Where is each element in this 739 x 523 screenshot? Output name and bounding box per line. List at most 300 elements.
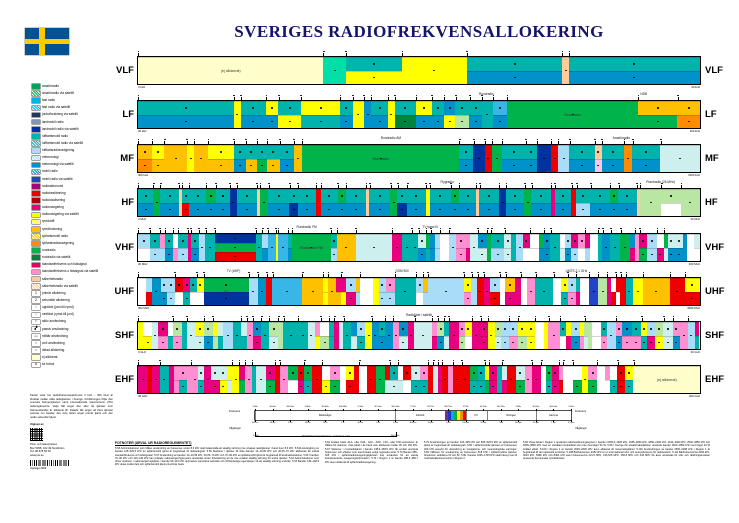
band-segment-part: [397, 203, 407, 217]
cell-dot: [349, 386, 351, 388]
segment-label: (ej allokerat): [220, 68, 241, 73]
spectrum-region-label: Röntgen: [506, 414, 516, 417]
cell-dot: [512, 342, 514, 344]
cell-dot: [675, 342, 677, 344]
band-segment-part: [661, 203, 681, 217]
tick: [577, 185, 578, 189]
band-segment-part: [535, 278, 553, 305]
tick-label-mark: [266, 272, 268, 274]
tick-label-mark: [164, 139, 166, 141]
cell-dot: [293, 209, 295, 211]
legend-item-label: rymdforskning: [42, 226, 63, 231]
cell-dot: [190, 335, 192, 337]
band-segment-part: [478, 380, 485, 394]
cell-dot: [605, 247, 607, 249]
tick: [555, 185, 556, 189]
cell-dot: [564, 284, 566, 286]
cell-dot: [548, 386, 550, 388]
wavelength-tick-label: 0,1 pm: [567, 422, 575, 424]
tick: [438, 362, 439, 366]
band-segment-part: [399, 322, 407, 336]
band-label-left: LF: [122, 109, 134, 120]
band-segment-part: [269, 322, 278, 336]
frequency-axis-label-right: Frekvens: [575, 410, 587, 413]
band-segment: [618, 189, 636, 216]
band-segment: [674, 234, 683, 261]
wavelength-tick-label: 1 cm: [375, 422, 381, 424]
tick-label-mark: [677, 95, 679, 97]
tick: [138, 274, 139, 278]
cell-dot: [453, 335, 455, 337]
band-segment-part: [453, 366, 461, 393]
cell-dot: [456, 379, 458, 381]
band-segment: [190, 278, 197, 305]
cell-dot: [350, 284, 352, 286]
tick-label-mark: [525, 139, 527, 141]
band-segment-part: [138, 57, 323, 84]
band-segment: [138, 57, 323, 84]
tick: [525, 185, 526, 189]
cell-dot: [465, 151, 467, 153]
band-segment-part: [165, 248, 173, 262]
tick-label-mark: [477, 272, 479, 274]
tick-label-mark: [186, 139, 188, 141]
band-segment-part: [215, 243, 256, 252]
band-segment-part: [234, 159, 246, 173]
cell-dot: [406, 372, 408, 374]
cell-dot: [350, 298, 352, 300]
wavelength-axis-label-left: Våglängd: [229, 427, 241, 430]
tick-label-mark: [186, 316, 188, 318]
cell-dot: [235, 379, 237, 381]
band-segment-part: [346, 203, 366, 217]
cell-dot: [222, 195, 224, 197]
tick-label-mark: [620, 272, 622, 274]
cell-dot: [414, 247, 416, 249]
band-segment-part: [395, 278, 416, 305]
tick-label-mark: [371, 316, 373, 318]
tick: [275, 362, 276, 366]
tick-label-mark: [278, 95, 280, 97]
tick: [402, 53, 403, 57]
tick: [502, 362, 503, 366]
tick: [237, 185, 238, 189]
tick: [505, 230, 506, 234]
band-segment-part: [610, 366, 617, 380]
tick: [440, 230, 441, 234]
cell-dot: [289, 121, 291, 123]
band-segment-part: [304, 380, 312, 394]
band-segment-part: [321, 203, 338, 217]
band-segment-part: [312, 366, 322, 393]
band-segment-part: [328, 278, 336, 305]
band-segment: [399, 322, 407, 349]
band-segment: [204, 322, 213, 349]
band-segment: [694, 234, 700, 261]
footnotes-text-3: 5.79 Användningen av banden 415–495 kHz och 505–526,5 kHz av sjöfartsmobil tjänst är begränsad till radiotelegrafi. 5.82 I sjöfartsmobila tjänsten är frekvensen 490 kHz avsedd för utsändning av navigations- och meteorologiska varningar. 5.84 Villkoren för användning av frekvensen 518 kHz i sjöfartsmobila tjänsten föreskrivs i artiklarna 31 och 52. 5.90 I bandet 1605–1705 kHz skall hänsyn tas till rundradiotjänstens behov i Region 2.: [424, 441, 517, 461]
band-segment: [610, 366, 617, 393]
tick: [643, 274, 644, 278]
legend-item-label: luftfartsmobil radio via satellit: [42, 140, 83, 145]
tick: [554, 274, 555, 278]
band-segment: [622, 322, 632, 349]
cell-dot: [525, 240, 527, 242]
legend-item-label: upplänk (jord-till-rymd): [42, 305, 74, 310]
footnotes-column-4: [523, 441, 710, 461]
tick-label-mark: [502, 360, 504, 362]
tick-label-mark: [416, 272, 418, 274]
tick-label-mark: [471, 272, 473, 274]
band-segment: [467, 57, 563, 84]
band-segment: [501, 322, 509, 349]
cell-dot: [252, 121, 254, 123]
legend-symbol-swatch: 1: [32, 291, 40, 296]
tick-label-mark: [298, 316, 300, 318]
band-segment: [160, 189, 178, 216]
band-segment-part: [321, 189, 338, 203]
publisher-name: Post- och telestyrelsen: [30, 443, 58, 447]
band-segment-part: [158, 322, 167, 336]
band-segment: [340, 101, 352, 128]
wavelength-axis-label-right: Våglängd: [575, 427, 587, 430]
band-segment-part: [688, 322, 696, 349]
tick-label-mark: [618, 183, 620, 185]
legend-item-label: mobil radio via satellit: [42, 176, 73, 181]
tick: [518, 318, 519, 322]
tick: [346, 185, 347, 189]
cell-dot: [454, 209, 456, 211]
cell-dot: [488, 195, 490, 197]
band-segment-part: [371, 115, 388, 129]
bracket-end-label: 300 GHz: [390, 435, 400, 437]
band-segment: [607, 322, 616, 349]
band-segment-part: [138, 189, 153, 203]
band-segment: [569, 145, 594, 172]
tick: [385, 318, 386, 322]
band-segment-part: [230, 189, 237, 216]
band-segment-part: [573, 380, 583, 394]
band-segment-part: [215, 234, 256, 243]
tick: [179, 185, 180, 189]
tick: [160, 362, 161, 366]
band-segment-part: [337, 234, 356, 261]
cell-dot: [307, 386, 309, 388]
legend-symbol-swatch: •: [32, 348, 40, 353]
tick: [187, 318, 188, 322]
band-segment-part: [376, 366, 386, 393]
band-segment-part: [516, 366, 526, 380]
legend-symbol-swatch: ▞: [32, 327, 40, 332]
segment-label: Rundradio FM: [299, 245, 323, 250]
tick: [334, 318, 335, 322]
band-segment-part: [260, 189, 268, 216]
band-segment: [160, 366, 169, 393]
band-segment: [278, 234, 288, 261]
tick: [451, 185, 452, 189]
cell-dot: [157, 151, 159, 153]
segment-label: Rundradio: [372, 156, 390, 161]
tick: [499, 185, 500, 189]
cell-dot: [236, 114, 238, 116]
cell-dot: [592, 372, 594, 374]
band-segment-part: [576, 203, 590, 217]
tick-label-mark: [444, 95, 446, 97]
legend-symbol-swatch: #: [32, 363, 40, 368]
tick-label-mark: [248, 272, 250, 274]
band-segment-part: [632, 145, 660, 159]
cell-dot: [675, 328, 677, 330]
band-segment-part: [395, 115, 416, 129]
cell-dot: [480, 386, 482, 388]
band-segment-part: [680, 322, 688, 349]
tick-label-mark: [138, 316, 140, 318]
band-segment-part: [502, 145, 526, 159]
band-segment-part: [632, 322, 641, 336]
segment-label: Rundradio: [564, 112, 581, 117]
band-segment: [199, 234, 206, 261]
band-segment-part: [302, 145, 459, 172]
issued-by-label: Utgiven av: [30, 423, 44, 427]
band-start-frequency: 30 MHz: [138, 262, 148, 266]
tick-label-mark: [275, 360, 277, 362]
band-segment: [386, 278, 395, 305]
tick-label-mark: [479, 183, 481, 185]
band-segment-part: [516, 380, 526, 394]
band-segment-part: [444, 101, 455, 115]
tick-label-mark: [438, 360, 440, 362]
cell-dot: [530, 291, 532, 293]
tick-label-mark: [502, 139, 504, 141]
band-segment-part: [625, 380, 633, 394]
tick-label-mark: [153, 183, 155, 185]
tick-label-mark: [392, 228, 394, 230]
cell-dot: [163, 284, 165, 286]
cell-dot: [207, 342, 209, 344]
band-segment-part: [289, 203, 297, 217]
band-segment-part: [359, 366, 367, 393]
tick-label-mark: [268, 183, 270, 185]
band-segment-part: [194, 145, 208, 172]
tick-label-mark: [597, 360, 599, 362]
cell-dot: [592, 386, 594, 388]
cell-dot: [182, 386, 184, 388]
cell-dot: [194, 379, 196, 381]
cell-dot: [574, 240, 576, 242]
tick-label-mark: [329, 316, 331, 318]
cell-dot: [402, 328, 404, 330]
tick-label-mark: [262, 228, 264, 230]
cell-dot: [464, 379, 466, 381]
band-segment: [280, 366, 288, 393]
band-segment-part: [249, 278, 258, 305]
cell-dot: [461, 342, 463, 344]
wavelength-tick-label: 1 pm: [551, 422, 556, 424]
frequency-tick-label: 30 MHz: [321, 406, 329, 408]
cell-dot: [530, 151, 532, 153]
tick: [428, 274, 429, 278]
cell-dot: [227, 335, 229, 337]
frequency-tick-label: 3 EHz: [515, 406, 522, 408]
tick: [442, 362, 443, 366]
cell-dot: [467, 209, 469, 211]
tick-label-mark: [487, 228, 489, 230]
band-label-right: UHF: [705, 286, 725, 297]
cell-dot: [612, 151, 614, 153]
cell-dot: [678, 240, 680, 242]
tick: [585, 230, 586, 234]
tick: [602, 141, 603, 145]
band-segment: [598, 278, 607, 305]
cell-dot: [214, 386, 216, 388]
cell-dot: [514, 63, 516, 65]
band-segment-part: [241, 115, 266, 129]
band-segment: [553, 278, 561, 305]
band-segment: [388, 101, 395, 128]
legend-item-label: rymddrift: [42, 219, 55, 224]
cell-dot: [297, 158, 299, 160]
tick-label-mark: [610, 228, 612, 230]
band-segment-part: [490, 292, 499, 306]
cell-dot: [620, 372, 622, 374]
band-segment: [257, 145, 267, 172]
tick: [621, 274, 622, 278]
band-segment-part: [138, 115, 234, 129]
cell-dot: [467, 298, 469, 300]
band-segment-part: [602, 145, 624, 159]
legend-item-label: radionavigering via satellit: [42, 212, 79, 217]
band-segment-part: [246, 145, 257, 159]
cell-dot: [273, 342, 275, 344]
band-segment-part: [523, 248, 530, 262]
cell-dot: [269, 386, 271, 388]
band-segment-part: [138, 159, 152, 173]
tick: [188, 230, 189, 234]
band-callout: Flygradio: [440, 180, 454, 184]
band-segment-part: [437, 322, 444, 336]
tick: [280, 141, 281, 145]
band-segment-part: [459, 189, 476, 203]
band-segment: [449, 234, 456, 261]
band-segment: [372, 322, 379, 349]
cell-dot: [222, 386, 224, 388]
cell-dot: [527, 202, 529, 204]
cell-dot: [271, 107, 273, 109]
tick-label-mark: [159, 228, 161, 230]
cell-dot: [571, 284, 573, 286]
tick-label-mark: [203, 272, 205, 274]
band-segment-part: [479, 189, 499, 203]
tick-label-mark: [520, 272, 522, 274]
tick-label-mark: [394, 95, 396, 97]
tick-label-mark: [453, 360, 455, 362]
cell-dot: [514, 209, 516, 211]
band-segment-part: [420, 366, 428, 380]
cell-dot: [688, 121, 690, 123]
tick-label-mark: [334, 316, 336, 318]
tick-label-mark: [633, 360, 635, 362]
band-segment: [183, 278, 190, 305]
tick: [388, 97, 389, 101]
cell-dot: [513, 165, 515, 167]
band-segment-part: [152, 159, 164, 173]
band-segment: [364, 101, 371, 128]
bracket-label: Radiofrekvensspektrumet – redovisas ovan: [302, 435, 351, 438]
band-segment-part: [638, 101, 677, 115]
cell-dot: [670, 195, 672, 197]
cell-dot: [626, 195, 628, 197]
band-segment-part: [464, 278, 472, 292]
band-start-frequency: 30 kHz: [138, 129, 147, 133]
band-segment-part: [411, 380, 421, 394]
band-segment: [150, 234, 160, 261]
cell-dot: [401, 195, 403, 197]
band-segment-part: [208, 159, 233, 173]
band-segment: [516, 366, 526, 393]
cell-dot: [154, 240, 156, 242]
tick-label-mark: [576, 183, 578, 185]
tick: [635, 230, 636, 234]
band-segment-part: [178, 234, 187, 248]
cell-dot: [389, 284, 391, 286]
band-segment-part: [360, 278, 367, 305]
legend-item-label: amatörradio: [42, 83, 60, 88]
band-segment-part: [191, 234, 199, 248]
band-segment: [602, 234, 610, 261]
tick-label-mark: [302, 272, 304, 274]
band-segment: [518, 322, 527, 349]
band-segment-part: [204, 292, 249, 306]
cell-dot: [512, 328, 514, 330]
legend-symbol-swatch: ○: [32, 341, 40, 346]
tick: [642, 318, 643, 322]
tick: [423, 274, 424, 278]
band-segment-part: [430, 203, 451, 217]
band-segment-part: [531, 203, 551, 217]
band-segment-part: [301, 115, 340, 129]
band-segment-part: [283, 322, 298, 349]
tick: [391, 185, 392, 189]
cell-dot: [478, 158, 480, 160]
page-title: SVERIGES RADIOFREKVENSALLOKERING: [234, 22, 604, 41]
band-segment-part: [618, 189, 636, 203]
tick: [302, 274, 303, 278]
frequency-tick-label: 300 MHz: [338, 406, 347, 408]
cell-dot: [252, 291, 254, 293]
band-segment-part: [456, 234, 466, 248]
tick: [532, 185, 533, 189]
tick-label-mark: [337, 183, 339, 185]
band-segment: [411, 366, 421, 393]
band-callout: TV (UHF): [226, 269, 241, 273]
tick: [215, 230, 216, 234]
band-segment-part: [266, 380, 275, 394]
band-segment-part: [302, 278, 323, 305]
band-segment-part: [695, 336, 699, 350]
band-segment-part: [489, 366, 497, 380]
cell-dot: [510, 379, 512, 381]
cell-dot: [261, 165, 263, 167]
tick: [208, 141, 209, 145]
cell-dot: [626, 209, 628, 211]
cell-dot: [519, 386, 521, 388]
band-segment-part: [489, 380, 497, 394]
tick-label-mark: [636, 183, 638, 185]
band-segment: [234, 145, 246, 172]
band-segment: [266, 366, 275, 393]
band-segment: [402, 234, 412, 261]
tick: [239, 362, 240, 366]
band-segment-part: [428, 278, 464, 305]
